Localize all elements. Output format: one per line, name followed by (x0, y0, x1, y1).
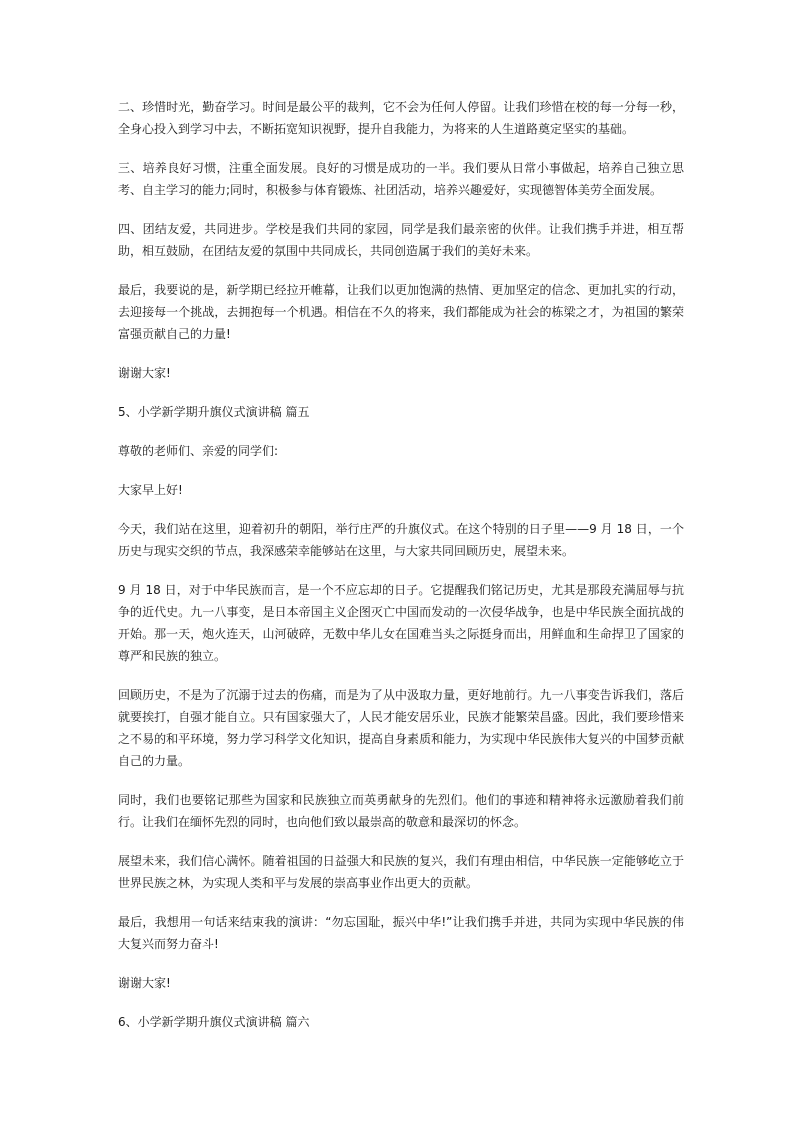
paragraph-review: 回顾历史，不是为了沉溺于过去的伤痛，而是为了从中汲取力量，更好地前行。九一八事变告诉我们，落后就要挨打，自强才能自立。只有国家强大了，人民才能安居乐业，民族才能繁荣昌盛。因此，我们要珍惜来之不易的和平环境，努力学习科学文化知识，提高自身素质和能力，为实现中华民族伟大复兴的中国梦贡献自己的力量。 (118, 688, 684, 768)
paragraph-greeting: 大家早上好! (118, 483, 183, 497)
paragraph-unity: 四、团结友爱，共同进步。学校是我们共同的家园，同学是我们最亲密的伙伴。让我们携手并进，相互帮助，相互鼓励，在团结友爱的氛围中共同成长，共同创造属于我们的美好未来。 (118, 222, 684, 258)
document-page (118, 96, 684, 1050)
paragraph-thanks-2: 谢谢大家! (118, 976, 171, 990)
paragraph-final: 最后，我想用一句话来结束我的演讲：“勿忘国耻，振兴中华!”让我们携手并进，共同为实现中华民族的伟大复兴而努力奋斗! (118, 915, 684, 951)
paragraph-habits: 三、培养良好习惯，注重全面发展。良好的习惯是成功的一半。我们要从日常小事做起，培养自己独立思考、自主学习的能力;同时，积极参与体育锻炼、社团活动，培养兴趣爱好，实现德智体美劳全面发展。 (118, 161, 684, 197)
paragraph-study: 二、珍惜时光，勤奋学习。时间是最公平的裁判，它不会为任何人停留。让我们珍惜在校的每一分每一秒，全身心投入到学习中去，不断拓宽知识视野，提升自我能力，为将来的人生道路奠定坚实的基础。 (118, 100, 684, 136)
section-heading-6: 6、小学新学期升旗仪式演讲稿 篇六 (118, 1015, 310, 1029)
paragraph-thanks: 谢谢大家! (118, 366, 171, 380)
paragraph-sept18: 9 月 18 日，对于中华民族而言，是一个不应忘却的日子。它提醒我们铭记历史，尤其是那段充满屈辱与抗争的近代史。九一八事变，是日本帝国主义企图灭亡中国而发动的一次侵华战争，也是中华民族全面抗战的开始。那一天，炮火连天，山河破碎，无数中华儿女在国难当头之际挺身而出，用鲜血和生命捍卫了国家的尊严和民族的独立。 (118, 583, 684, 663)
paragraph-closing: 最后，我要说的是，新学期已经拉开帷幕，让我们以更加饱满的热情、更加坚定的信念、更加扎实的行动，去迎接每一个挑战，去拥抱每一个机遇。相信在不久的将来，我们都能成为社会的栋梁之才，为祖国的繁荣富强贡献自己的力量! (118, 283, 684, 341)
paragraph-salutation: 尊敬的老师们、亲爱的同学们: (118, 444, 279, 458)
paragraph-future: 展望未来，我们信心满怀。随着祖国的日益强大和民族的复兴，我们有理由相信，中华民族一定能够屹立于世界民族之林，为实现人类和平与发展的崇高事业作出更大的贡献。 (118, 854, 684, 890)
paragraph-martyrs: 同时，我们也要铭记那些为国家和民族独立而英勇献身的先烈们。他们的事迹和精神将永远激励着我们前行。让我们在缅怀先烈的同时，也向他们致以最崇高的敬意和最深切的怀念。 (118, 793, 684, 829)
paragraph-today: 今天，我们站在这里，迎着初升的朝阳，举行庄严的升旗仪式。在这个特别的日子里——9 月 18 日，一个历史与现实交织的节点，我深感荣幸能够站在这里，与大家共同回顾历史，展望未来。 (118, 522, 684, 558)
section-heading-5: 5、小学新学期升旗仪式演讲稿 篇五 (118, 405, 310, 419)
